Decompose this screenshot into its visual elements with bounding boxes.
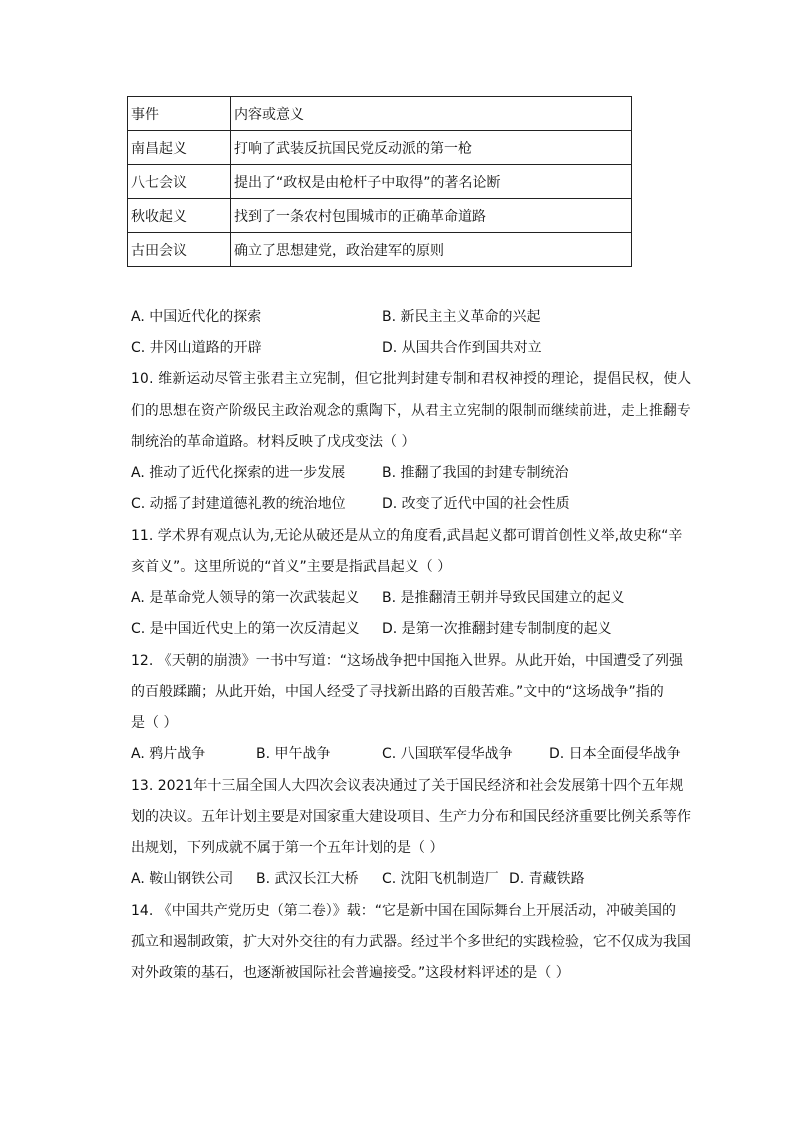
table-cell-meaning: 找到了一条农村包围城市的正确革命道路 xyxy=(231,199,632,233)
q10-option-a: A. 推动了近代化探索的进一步发展 xyxy=(131,465,346,481)
table-cell-event: 秋收起义 xyxy=(128,199,231,233)
q12-option-b: B. 甲午战争 xyxy=(256,746,331,762)
table-cell-event: 八七会议 xyxy=(128,165,231,199)
q13-stem-line: 13. 2021年十三届全国人大四次会议表决通过了关于国民经济和社会发展第十四个五年规 xyxy=(131,778,684,794)
table-header-cell: 内容或意义 xyxy=(231,97,632,131)
q13-option-c: C. 沈阳飞机制造厂 xyxy=(382,871,499,887)
q10-stem-line: 们的思想在资产阶级民主政治观念的熏陶下，从君主立宪制的限制而继续前进，走上推翻专 xyxy=(131,403,691,419)
q9-option-a: A. 中国近代化的探索 xyxy=(131,309,262,325)
q13-stem-line: 出规划，下列成就不属于第一个五年计划的是（ ） xyxy=(131,840,444,856)
table-cell-meaning: 打响了武装反抗国民党反动派的第一枪 xyxy=(231,131,632,165)
q10-stem-line: 制统治的革命道路。材料反映了戊戌变法（ ） xyxy=(131,434,416,450)
q10-option-c: C. 动摇了封建道德礼教的统治地位 xyxy=(131,496,346,512)
q12-stem-line: 的百般蹂躏；从此开始，中国人经受了寻找新出路的百般苦难。”文中的“这场战争”指的 xyxy=(131,684,664,700)
q12-stem-line: 12. 《天朝的崩溃》一书中写道：“这场战争把中国拖入世界。从此开始，中国遭受了列强 xyxy=(131,653,683,669)
q14-stem-line: 对外政策的基石，也逐渐被国际社会普遍接受。”这段材料评述的是（ ） xyxy=(131,965,570,981)
q14-stem-line: 孤立和遏制政策，扩大对外交往的有力武器。经过半个多世纪的实践检验，它不仅成为我国 xyxy=(131,934,691,950)
table-header-row xyxy=(128,97,632,131)
q9-option-d: D. 从国共合作到国共对立 xyxy=(382,340,542,356)
q11-stem-line: 11. 学术界有观点认为,无论从破还是从立的角度看,武昌起义都可谓首创性义举,故史称“辛 xyxy=(131,528,683,544)
q9-option-b: B. 新民主主义革命的兴起 xyxy=(382,309,541,325)
q11-option-b: B. 是推翻清王朝并导致民国建立的起义 xyxy=(382,590,625,606)
q13-option-b: B. 武汉长江大桥 xyxy=(256,871,359,887)
q9-option-c: C. 井冈山道路的开辟 xyxy=(131,340,262,356)
q11-option-d: D. 是第一次推翻封建专制制度的起义 xyxy=(382,621,612,637)
q11-option-c: C. 是中国近代史上的第一次反清起义 xyxy=(131,621,360,637)
q10-option-d: D. 改变了近代中国的社会性质 xyxy=(382,496,570,512)
q13-option-d: D. 青藏铁路 xyxy=(509,871,585,887)
q11-stem-line: 亥首义”。这里所说的“首义”主要是指武昌起义（ ） xyxy=(131,559,452,575)
table-cell-meaning: 确立了思想建党，政治建军的原则 xyxy=(231,233,632,267)
table-cell-meaning: 提出了“政权是由枪杆子中取得”的著名论断 xyxy=(231,165,632,199)
events-table xyxy=(127,96,632,267)
q13-option-a: A. 鞍山钢铁公司 xyxy=(131,871,234,887)
table-row xyxy=(128,165,632,199)
table-row xyxy=(128,131,632,165)
table-cell-event: 古田会议 xyxy=(128,233,231,267)
q12-option-a: A. 鸦片战争 xyxy=(131,746,206,762)
q12-option-d: D. 日本全面侵华战争 xyxy=(549,746,681,762)
table-row xyxy=(128,233,632,267)
q14-stem-line: 14. 《中国共产党历史（第二卷）》载：“它是新中国在国际舞台上开展活动，冲破美国的 xyxy=(131,903,676,919)
q13-stem-line: 划的决议。五年计划主要是对国家重大建设项目、生产力分布和国民经济重要比例关系等作 xyxy=(131,809,691,825)
table-row xyxy=(128,199,632,233)
table-header-cell: 事件 xyxy=(128,97,231,131)
table-cell-event: 南昌起义 xyxy=(128,131,231,165)
q11-option-a: A. 是革命党人领导的第一次武装起义 xyxy=(131,590,360,606)
q12-stem-line: 是（ ） xyxy=(131,715,178,731)
q10-stem-line: 10. 维新运动尽管主张君主立宪制，但它批判封建专制和君权神授的理论，提倡民权，使人 xyxy=(131,371,692,387)
q10-option-b: B. 推翻了我国的封建专制统治 xyxy=(382,465,569,481)
q12-option-c: C. 八国联军侵华战争 xyxy=(382,746,513,762)
